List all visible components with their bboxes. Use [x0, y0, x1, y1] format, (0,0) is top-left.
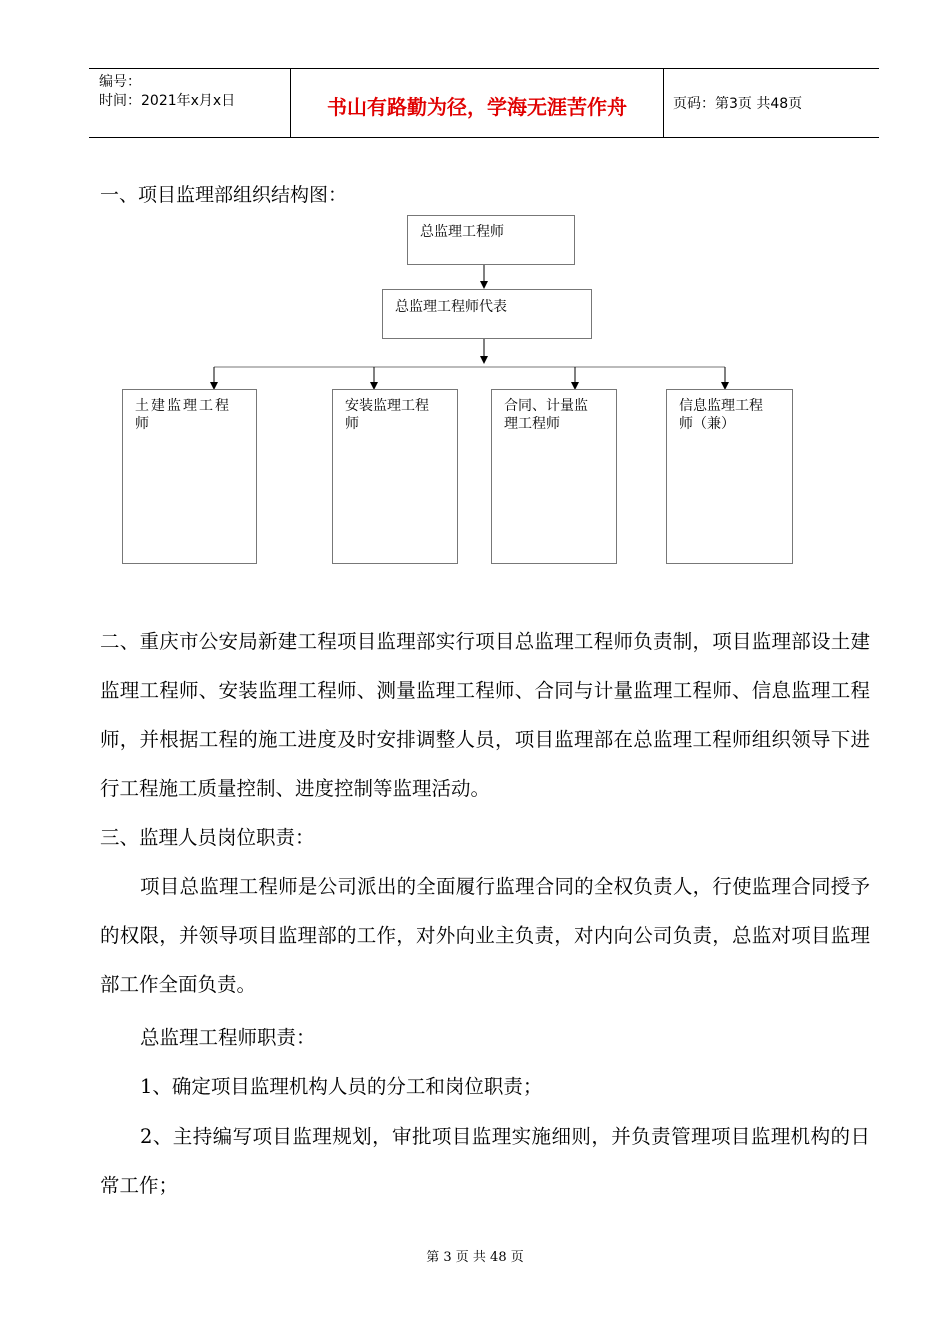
section3-title: 三、监理人员岗位职责：	[100, 826, 315, 849]
header-motto: 书山有路勤为径，学海无涯苦作舟	[327, 95, 627, 119]
org-role-line1: 合同、计量监	[504, 398, 588, 414]
org-role-line1: 信息监理工程	[679, 398, 763, 414]
org-role-line2: 理工程师	[504, 416, 560, 432]
section1-title: 一、项目监理部组织结构图：	[100, 184, 348, 206]
org-box-role	[666, 389, 793, 564]
header-time: 时间：2021年x月x日	[99, 93, 236, 109]
org-role-line2: 师（兼）	[679, 416, 735, 432]
org-box-role	[122, 389, 257, 564]
org-box-role	[491, 389, 617, 564]
duty-item: 1、确定项目监理机构人员的分工和岗位职责；	[140, 1075, 543, 1098]
org-role-line2: 师	[345, 416, 359, 432]
duty-item: 2、主持编写项目监理规划，审批项目监理实施细则，并负责管理项目监理机构的日常工作；	[100, 1125, 870, 1197]
page-footer: 第 3 页 共 48 页	[426, 1250, 524, 1265]
org-role-line2: 师	[135, 416, 151, 432]
header-page-info: 页码：第3页 共48页	[673, 96, 803, 112]
section3-paragraph: 项目总监理工程师是公司派出的全面履行监理合同的全权负责人，行使监理合同授予的权限，并领导项目监理部的工作，对外向业主负责，对内向公司负责，总监对项目监理部工作全面负责。	[100, 875, 870, 996]
section2-paragraph: 二、重庆市公安局新建工程项目监理部实行项目总监理工程师负责制，项目监理部设土建监理工程师、安装监理工程师、测量监理工程师、合同与计量监理工程师、信息监理工程师，并根据工程的施工进度及时安排调整人员，项目监理部在总监理工程师组织领导下进行工程施工质量控制、进度控制等监理活动。	[100, 630, 870, 800]
org-box-top-label: 总监理工程师	[420, 224, 504, 240]
header-number: 编号：	[99, 74, 141, 90]
org-role-line1: 土建监理工程	[135, 398, 231, 414]
org-role-line1: 安装监理工程	[345, 398, 429, 414]
org-box-deputy-label: 总监理工程师代表	[395, 299, 507, 315]
duties-title: 总监理工程师职责：	[140, 1026, 316, 1049]
org-box-role	[332, 389, 458, 564]
